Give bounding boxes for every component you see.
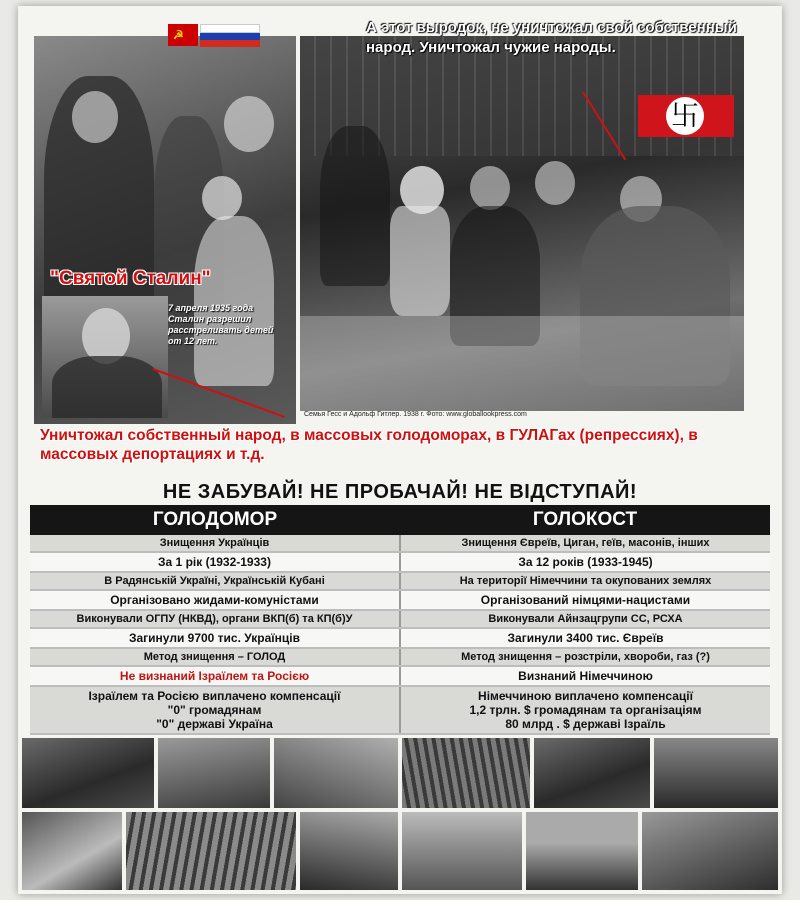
table-row	[30, 591, 770, 611]
comp-left-line: "0" громадянам	[167, 703, 262, 717]
comp-right-line: 80 млрд . $ державі Ізраїль	[505, 717, 666, 731]
collage-photo	[158, 738, 270, 808]
cell-left: Виконували ОГПУ (НКВД), органи ВКП(б) та КП(б)У	[30, 611, 401, 627]
cell-right: На території Німеччини та окупованих землях	[401, 573, 770, 589]
cell-right: Виконували Айнзацгрупи СС, РСХА	[401, 611, 770, 627]
table-row	[30, 573, 770, 591]
cell-left: Організовано жидами-комуністами	[30, 591, 401, 609]
nazi-flag-icon	[638, 95, 734, 137]
table-row	[30, 553, 770, 573]
cell-left: Загинули 9700 тис. Українців	[30, 629, 401, 647]
russian-flag-icon	[200, 24, 260, 46]
collage-photo	[300, 812, 398, 890]
cell-left: За 1 рік (1932-1933)	[30, 553, 401, 571]
cell-left: Не визнаний Ізраїлем та Росією	[30, 667, 401, 685]
collage-photo	[526, 812, 638, 890]
cell-right-compensation	[401, 687, 770, 733]
table-row	[30, 649, 770, 667]
stalin-crimes-caption: Уничтожал собственный народ, в массовых голодоморах, в ГУЛАГах (репрессиях), в массовых депортациях и т.д.	[40, 427, 698, 463]
collage-photo	[22, 738, 154, 808]
header-holodomor: ГОЛОДОМОР	[152, 509, 278, 530]
hess-family-photo	[300, 36, 744, 411]
poster	[18, 6, 782, 894]
collage-photo	[534, 738, 650, 808]
cell-right: Загинули 3400 тис. Євреїв	[401, 629, 770, 647]
cell-left-compensation	[30, 687, 401, 733]
comp-left-line: Ізраїлем та Росією виплачено компенсації	[88, 689, 341, 703]
photo-credit: Семья Гесс и Адольф Гитлер. 1938 г. Фото: www.globallookpress.com	[304, 411, 527, 418]
table-row	[30, 611, 770, 629]
table-header	[30, 505, 770, 535]
table-row	[30, 629, 770, 649]
stalin-note: 7 апреля 1935 года Сталин разрешил расстреливать детей от 12 лет.	[168, 303, 274, 346]
comp-right-line: 1,2 трлн. $ громадянам та організаціям	[469, 703, 702, 717]
collage-photo	[402, 738, 530, 808]
cell-right: Визнаний Німеччиною	[401, 667, 770, 685]
holodomor-collage	[22, 738, 398, 890]
cell-right: Організований німцями-нацистами	[401, 591, 770, 609]
table-row	[30, 535, 770, 553]
comparison-table	[18, 479, 782, 735]
holocaust-collage	[402, 738, 778, 890]
comp-left-line: "0" державі Україна	[156, 717, 273, 731]
cell-left: Знищення Українців	[30, 535, 401, 551]
comp-right-line: Німеччиною виплачено компенсації	[478, 689, 693, 703]
collage-photo	[642, 812, 778, 890]
hitler-caption: А этот выродок, не уничтожал свой собственный народ. Уничтожал чужие народы.	[366, 19, 737, 56]
soviet-flag-icon: ☭	[168, 24, 198, 46]
header-holocaust: ГОЛОКОСТ	[532, 509, 638, 530]
collage-photo	[22, 812, 122, 890]
collage-photo	[274, 738, 398, 808]
swastika-icon: 卐	[670, 100, 699, 131]
cell-right: Знищення Євреїв, Циган, геїв, масонів, інших	[401, 535, 770, 551]
cell-left: В Радянській Україні, Українській Кубані	[30, 573, 401, 589]
stalin-portrait	[42, 296, 168, 418]
table-row-compensation	[30, 687, 770, 735]
stalin-label: "Святой Сталин"	[50, 268, 211, 289]
collage-photo	[126, 812, 296, 890]
collage-photo	[402, 812, 522, 890]
table-row	[30, 667, 770, 687]
slogan: НЕ ЗАБУВАЙ! НЕ ПРОБАЧАЙ! НЕ ВІДСТУПАЙ!	[162, 481, 638, 503]
cell-left: Метод знищення – ГОЛОД	[30, 649, 401, 665]
cell-right: За 12 років (1933-1945)	[401, 553, 770, 571]
cell-right: Метод знищення – розстріли, хвороби, газ (?)	[401, 649, 770, 665]
collage-photo	[654, 738, 778, 808]
